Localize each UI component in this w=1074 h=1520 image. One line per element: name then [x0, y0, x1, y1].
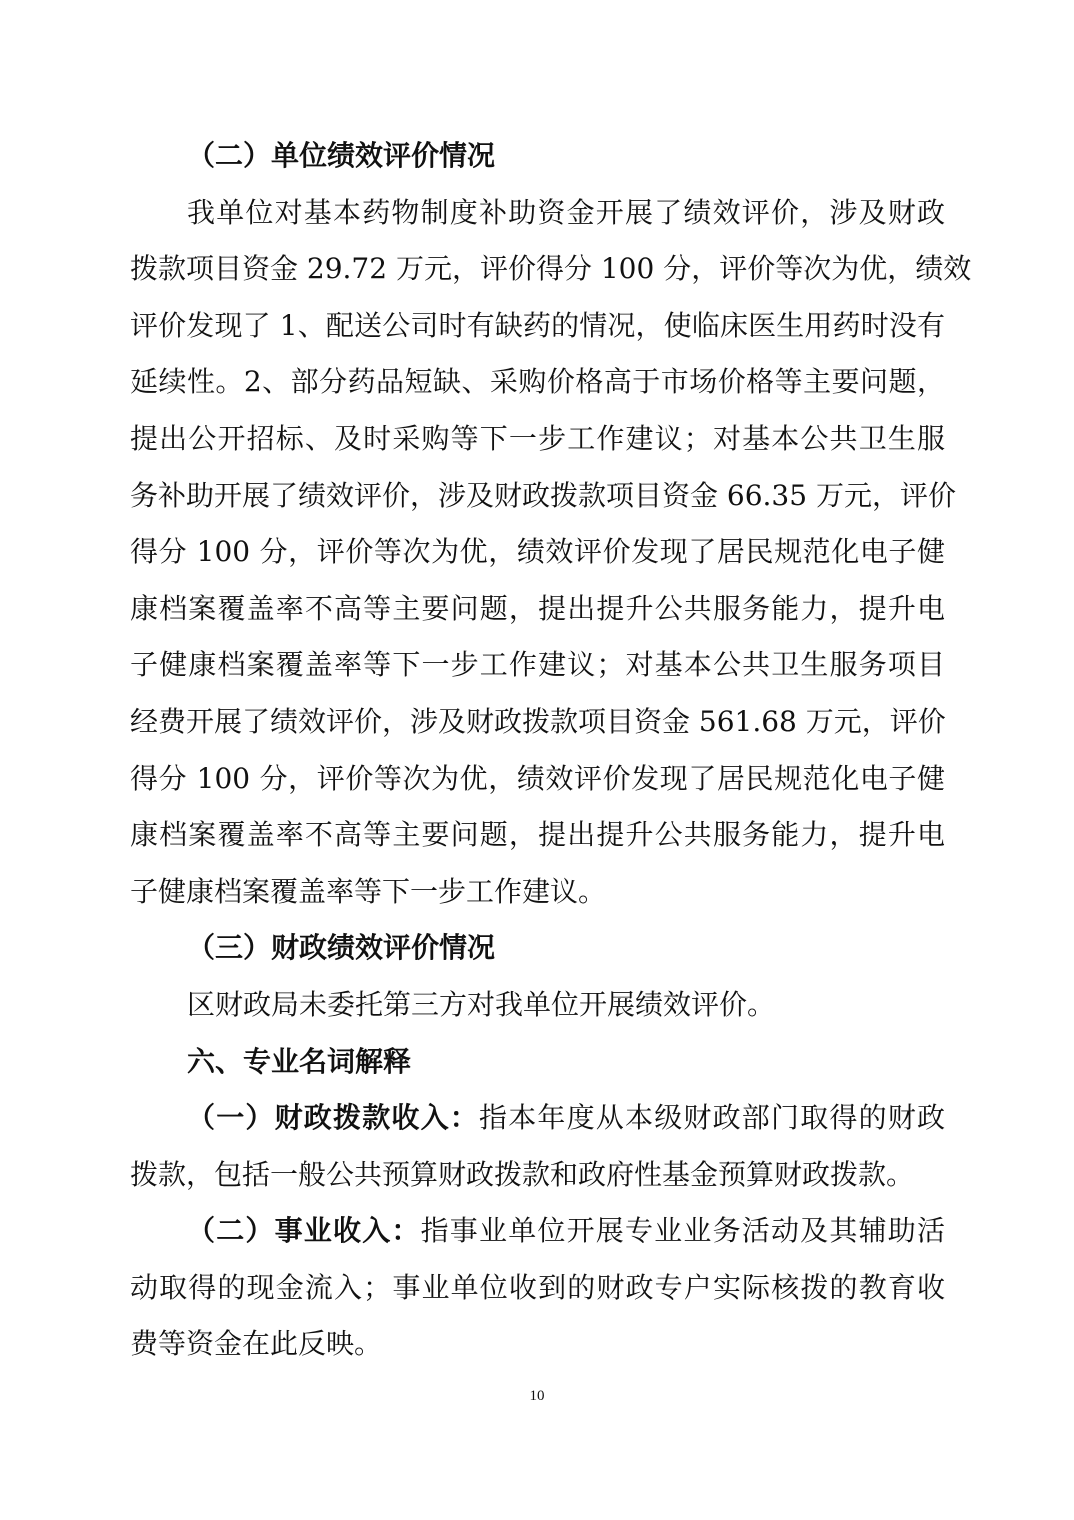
- paragraph-line: 得分 100 分，评价等次为优，绩效评价发现了居民规范化电子健: [130, 761, 945, 795]
- paragraph-line: 拨款，包括一般公共预算财政拨款和政府性基金预算财政拨款。: [130, 1157, 915, 1191]
- paragraph-line: 费等资金在此反映。: [130, 1327, 383, 1361]
- definition-line: [130, 1090, 945, 1147]
- paragraph-line: 延续性。2、部分药品短缺、采购价格高于市场价格等主要问题，: [130, 365, 945, 399]
- definition-text: 指本年度从本级财政部门取得的财政: [479, 1101, 945, 1135]
- document-body: [130, 128, 972, 1373]
- paragraph-line: 动取得的现金流入；事业单位收到的财政专户实际核拨的教育收: [130, 1270, 945, 1304]
- page-number: 10: [529, 1388, 545, 1404]
- paragraph-line: 子健康档案覆盖率等下一步工作建议。: [130, 874, 607, 908]
- definition-term: （一）财政拨款收入：: [187, 1101, 479, 1135]
- paragraph-line: 区财政局未委托第三方对我单位开展绩效评价。: [187, 987, 776, 1021]
- paragraph-line: 我单位对基本药物制度补助资金开展了绩效评价，涉及财政: [187, 195, 945, 229]
- paragraph-line: 得分 100 分，评价等次为优，绩效评价发现了居民规范化电子健: [130, 535, 945, 569]
- paragraph-line: 康档案覆盖率不高等主要问题，提出提升公共服务能力，提升电: [130, 591, 945, 625]
- paragraph-line: 经费开展了绩效评价，涉及财政拨款项目资金 561.68 万元，评价: [130, 704, 946, 738]
- paragraph-line: 务补助开展了绩效评价，涉及财政拨款项目资金 66.35 万元，评价: [130, 478, 956, 512]
- paragraph-line: 提出公开招标、及时采购等下一步工作建议；对基本公共卫生服: [130, 421, 945, 455]
- paragraph-line: 子健康档案覆盖率等下一步工作建议；对基本公共卫生服务项目: [130, 648, 945, 682]
- chapter-heading: 六、专业名词解释: [187, 1044, 412, 1078]
- paragraph-line: 康档案覆盖率不高等主要问题，提出提升公共服务能力，提升电: [130, 818, 945, 852]
- paragraph-line: 评价发现了 1、配送公司时有缺药的情况，使临床医生用药时没有: [130, 308, 945, 342]
- definition-term: （二）事业收入：: [187, 1214, 421, 1248]
- definition-text: 指事业单位开展专业业务活动及其辅助活: [420, 1214, 945, 1248]
- section-heading: （三）财政绩效评价情况: [187, 931, 496, 965]
- definition-line: [130, 1203, 945, 1260]
- section-heading: （二）单位绩效评价情况: [187, 139, 496, 172]
- paragraph-line: 拨款项目资金 29.72 万元，评价得分 100 分，评价等次为优，绩效: [130, 252, 972, 286]
